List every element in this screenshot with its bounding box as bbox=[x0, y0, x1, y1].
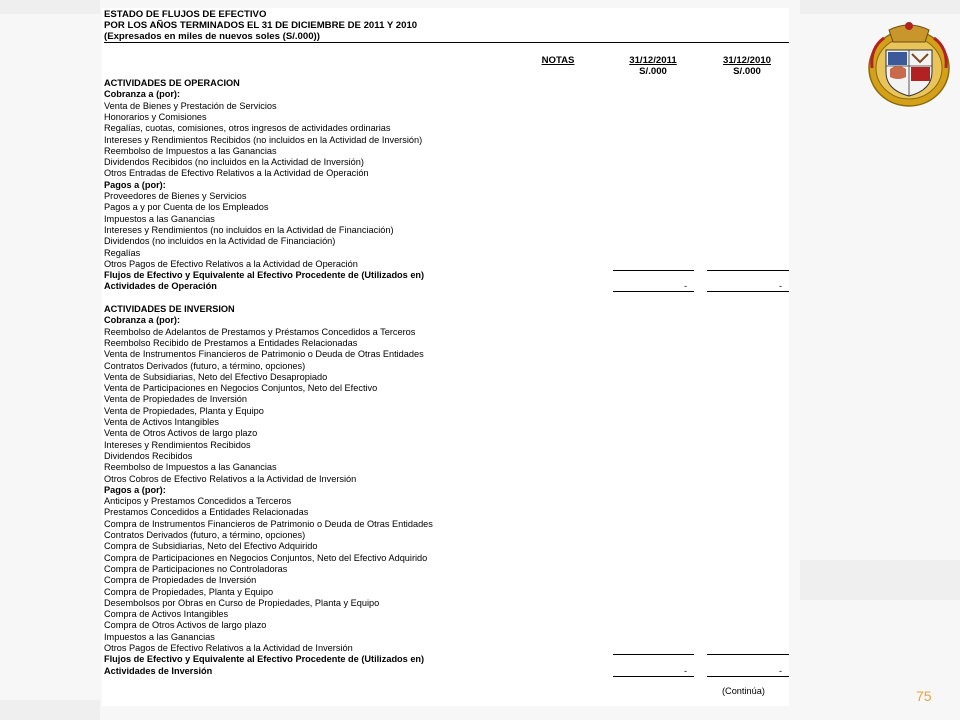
statement-row: Prestamos Concedidos a Entidades Relacionadas bbox=[104, 507, 309, 518]
statement-row: Compra de Instrumentos Financieros de Patrimonio o Deuda de Otras Entidades bbox=[104, 518, 433, 529]
statement-row: Pagos a y por Cuenta de los Empleados bbox=[104, 202, 269, 213]
value-2010: - bbox=[778, 281, 782, 292]
statement-row: Flujos de Efectivo y Equivalente al Efectivo Procedente de (Utilizados en) bbox=[104, 654, 425, 665]
statement-row: Reembolso de Adelantos de Prestamos y Préstamos Concedidos a Terceros bbox=[104, 326, 416, 337]
page-number: 75 bbox=[916, 688, 932, 704]
total-rule bbox=[613, 676, 694, 677]
statement-row: Proveedores de Bienes y Servicios bbox=[104, 191, 247, 201]
statement-row: Actividades de Operación bbox=[104, 281, 217, 292]
statement-row: ACTIVIDADES DE OPERACION bbox=[104, 78, 240, 88]
statement-row: Reembolso de Impuestos a las Ganancias bbox=[104, 462, 277, 473]
statement-row: Compra de Activos Intangibles bbox=[104, 609, 229, 620]
statement-row: Dividendos (no incluidos en la Actividad de Financiación) bbox=[104, 236, 336, 247]
subtotal-rule bbox=[707, 654, 789, 655]
column-header-notas: NOTAS bbox=[541, 55, 575, 66]
statement-row: Regalías, cuotas, comisiones, otros ingresos de actividades ordinarias bbox=[104, 123, 391, 134]
statement-row: Honorarios y Comisiones bbox=[104, 111, 207, 122]
slide-decoration bbox=[0, 0, 100, 14]
statement-row: Venta de Propiedades de Inversión bbox=[104, 394, 248, 405]
statement-row: Venta de Participaciones en Negocios Conjuntos, Neto del Efectivo bbox=[104, 383, 378, 394]
statement-row: Venta de Activos Intangibles bbox=[104, 417, 219, 427]
statement-row: Impuestos a las Ganancias bbox=[104, 631, 215, 642]
slide-decoration bbox=[800, 0, 960, 14]
statement-row: Impuestos a las Ganancias bbox=[104, 213, 215, 224]
statement-row: Otros Entradas de Efectivo Relativos a la Actividad de Operación bbox=[104, 168, 369, 179]
subtotal-rule bbox=[613, 270, 694, 271]
total-rule bbox=[613, 291, 694, 292]
statement-row: Reembolso Recibido de Prestamos a Entidades Relacionadas bbox=[104, 337, 358, 348]
university-seal-icon bbox=[864, 16, 954, 108]
subtotal-rule bbox=[707, 270, 789, 271]
statement-row: Regalías bbox=[104, 247, 141, 258]
column-header-2010: 31/12/2010 S/.000 bbox=[722, 55, 771, 77]
statement-row: Intereses y Rendimientos (no incluidos en la Actividad de Financiación) bbox=[104, 224, 394, 235]
statement-row: Desembolsos por Obras en Curso de Propiedades, Planta y Equipo bbox=[104, 597, 380, 608]
statement-period: POR LOS AÑOS TERMINADOS EL 31 DE DICIEMBRE DE 2011 Y 2010 bbox=[104, 20, 418, 31]
statement-row: Compra de Propiedades, Planta y Equipo bbox=[104, 586, 274, 597]
column-header-2011: 31/12/2011 S/.000 bbox=[629, 55, 677, 77]
statement-units: (Expresados en miles de nuevos soles (S/.000)) bbox=[104, 31, 320, 42]
statement-row: Intereses y Rendimientos Recibidos (no incluidos en la Actividad de Inversión) bbox=[104, 134, 423, 145]
statement-row: Compra de Participaciones no Controladoras bbox=[104, 563, 288, 574]
statement-row: Compra de Participaciones en Negocios Conjuntos, Neto del Efectivo Adquirido bbox=[104, 552, 428, 563]
statement-row: Contratos Derivados (futuro, a término, opciones) bbox=[104, 360, 306, 371]
statement-row: Pagos a (por): bbox=[104, 484, 166, 495]
statement-title: ESTADO DE FLUJOS DE EFECTIVO bbox=[104, 9, 267, 20]
total-rule bbox=[707, 291, 789, 292]
statement-row: Cobranza a (por): bbox=[104, 89, 181, 100]
statement-row: Compra de Subsidiarias, Neto del Efectivo Adquirido bbox=[104, 541, 318, 552]
statement-row: Venta de Propiedades, Planta y Equipo bbox=[104, 405, 264, 416]
statement-row: Otros Cobros de Efectivo Relativos a la Actividad de Inversión bbox=[104, 473, 357, 484]
statement-row: Reembolso de Impuestos a las Ganancias bbox=[104, 145, 277, 156]
slide-decoration bbox=[0, 700, 100, 720]
statement-row: Dividendos Recibidos bbox=[104, 450, 193, 461]
statement-row: Venta de Bienes y Prestación de Servicios bbox=[104, 100, 277, 111]
slide-decoration bbox=[800, 560, 960, 600]
statement-row: Compra de Otros Activos de largo plazo bbox=[104, 620, 267, 631]
total-rule bbox=[707, 676, 789, 677]
value-2010: - bbox=[778, 665, 782, 676]
statement-header bbox=[104, 8, 789, 43]
statement-row: ACTIVIDADES DE INVERSION bbox=[104, 304, 235, 314]
statement-row: Cobranza a (por): bbox=[104, 315, 181, 326]
statement-row: Flujos de Efectivo y Equivalente al Efectivo Procedente de (Utilizados en) bbox=[104, 270, 425, 281]
statement-row: Compra de Propiedades de Inversión bbox=[104, 575, 257, 586]
statement-row: Venta de Otros Activos de largo plazo bbox=[104, 428, 258, 439]
statement-row: Anticipos y Prestamos Concedidos a Terceros bbox=[104, 496, 292, 507]
statement-row: Otros Pagos de Efectivo Relativos a la Actividad de Operación bbox=[104, 258, 358, 269]
statement-row: Pagos a (por): bbox=[104, 179, 166, 190]
statement-row: Intereses y Rendimientos Recibidos bbox=[104, 439, 251, 450]
statement-row: Actividades de Inversión bbox=[104, 665, 213, 676]
statement-row: Otros Pagos de Efectivo Relativos a la Actividad de Inversión bbox=[104, 643, 353, 653]
statement-row: Venta de Subsidiarias, Neto del Efectivo Desapropiado bbox=[104, 371, 328, 382]
statement-row: Contratos Derivados (futuro, a término, opciones) bbox=[104, 530, 306, 540]
subtotal-rule bbox=[613, 654, 694, 655]
statement-row: Venta de Instrumentos Financieros de Patrimonio o Deuda de Otras Entidades bbox=[104, 349, 424, 360]
statement-row: Dividendos Recibidos (no incluidos en la Actividad de Inversión) bbox=[104, 157, 364, 168]
financial-statement-sheet bbox=[102, 8, 789, 706]
value-2011: - bbox=[683, 665, 687, 676]
continua-label: (Continúa) bbox=[722, 686, 765, 696]
value-2011: - bbox=[683, 281, 687, 292]
